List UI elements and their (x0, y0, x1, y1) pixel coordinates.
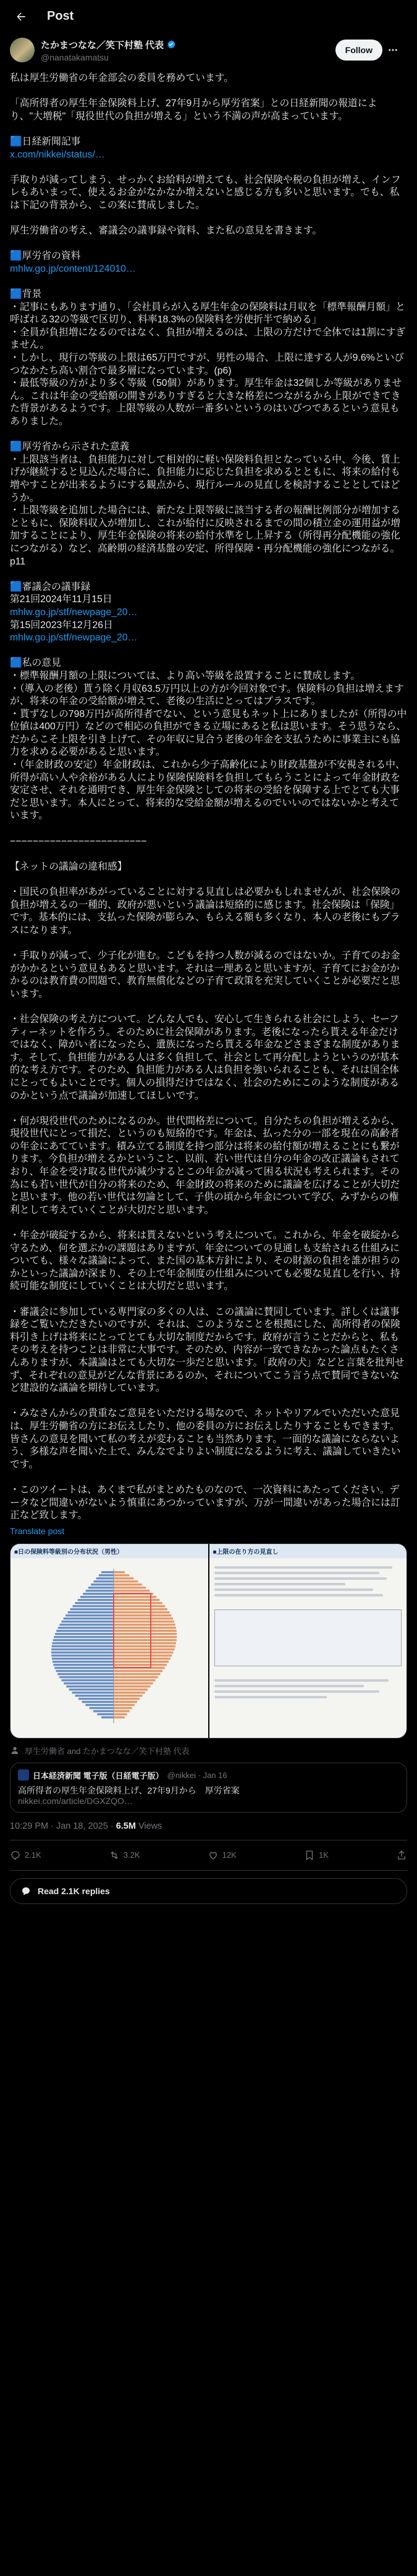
pyramid-bar-right (114, 1692, 145, 1693)
pyramid-bar-right (114, 1621, 174, 1622)
pyramid-bar-right (114, 1651, 173, 1653)
pyramid-bar-left (97, 1713, 114, 1715)
pyramid-bar-left (80, 1596, 114, 1598)
document-table (214, 1609, 402, 1666)
avatar[interactable] (10, 38, 35, 62)
image-title: ■上限の在り方の見直し (209, 1544, 407, 1558)
pyramid-bar-left (101, 1571, 114, 1573)
pyramid-bar-left (101, 1716, 114, 1718)
post-text: 🟦背景 ・記事にもあります通り、「会社員らが入る厚生年金の保険料は月収を「標準報酬月額」と呼ばれる32の等級で区切り、料率18.3%の保険料を労使折半で納める」 ・全員が負担増になるのではなく、負担が増えるのは、上限の方だけで全体では1割にすぎません。 ・しかし、現行の等級の上限は65万円ですが、男性の場合、上限に達する人が9.6%といびつなかたち高い割合で最多層になっています。(p6) ・最低等級の方がより多く等級（50個）があります。厚生年金は32個しか等級がありません。これは年金の受給額の開きがありすぎると大きな格差につながるから上限ができてきた背景があるようです。上限等級の人数が一番多いというのはいびつであるという意見もありました。 🟦厚労省から示された意義 ・上限該当者は、負担能力に対して相対的に軽い保険料負担となっている中、今後、賃上げが継続すると見込んだ場合に、負担能力に応じた負担を求めるとともに、将来の給付も増やすことが出来るようにする観点から、現行ルールの見直しを検討することとしてはどうか。 ・上限等級を追加した場合には、新たな上限等級に該当する者の報酬比例部分が増加するとともに、保険料収入が増加し、これが給付に反映されるまでの間の積立金の運用益が増加することにより、厚生年金保険の将来の給付水準をし上昇する（所得再分配機能の強化につながる）など、高齢期の経済基盤の安定、所得保障・再分配機能の強化につながる。 p11 🟦審議会の議事録 第21回2024年11月15日 (10, 289, 406, 605)
post-text: 手取りが減ってしまう、せっかくお給料が増えても、社会保険や税の負担が増え、インフレもあいまって、使えるお金がなかなか増えないと感じる方も多いと思います。でも、私は下記の背景から、この案に賛成しました。 厚生労働省の考え、審議会の議事録や資料、また私の意見を書きます。 🟦厚労省の資料 (10, 174, 401, 262)
reply-count: 2.1K (25, 1850, 41, 1860)
document-lines (209, 1671, 407, 1706)
pyramid-bar-right (114, 1605, 165, 1607)
post-text: 第15回2023年12月26日 (10, 619, 113, 631)
bookmark-icon (304, 1850, 315, 1861)
quote-source-handle: @nikkei · Jan 16 (167, 1770, 227, 1780)
mhlw-content-link[interactable]: mhlw.go.jp/content/124010… (10, 263, 136, 274)
pyramid-bar-right (114, 1611, 169, 1613)
follow-button[interactable]: Follow (335, 40, 382, 61)
pyramid-bar-left (82, 1701, 114, 1703)
pyramid-bar-left (56, 1630, 114, 1632)
read-replies-label: Read 2.1K replies (38, 1886, 110, 1896)
pyramid-bar-left (53, 1661, 114, 1663)
minutes-link-15[interactable]: mhlw.go.jp/stf/newpage_20… (10, 632, 138, 644)
pyramid-bar-left (93, 1710, 114, 1712)
pyramid-bar-left (75, 1695, 114, 1697)
pyramid-bar-left (56, 1670, 114, 1672)
pyramid-bar-right (114, 1596, 156, 1598)
chart-image-left[interactable] (11, 1544, 208, 1738)
pyramid-bar-right (114, 1602, 162, 1604)
author-handle[interactable]: @nanatakamatsu (41, 52, 109, 62)
pyramid-bar-right (114, 1614, 171, 1616)
tagged-text: 厚生労働省 and たかまつなな／笑下村塾 代表 (25, 1746, 190, 1756)
reply-icon (10, 1850, 21, 1861)
pyramid-bar-left (83, 1593, 114, 1595)
minutes-link-21[interactable]: mhlw.go.jp/stf/newpage_20… (10, 606, 138, 618)
pyramid-bar-left (59, 1624, 114, 1626)
reply-bubble-icon (20, 1886, 32, 1897)
views-label: Views (138, 1821, 162, 1831)
quote-header (18, 1769, 399, 1781)
action-bar (10, 1840, 407, 1871)
top-bar (0, 0, 417, 33)
pyramid-bar-left (51, 1655, 114, 1656)
bookmark-button[interactable] (304, 1850, 329, 1861)
translate-link[interactable]: Translate post (10, 1525, 65, 1536)
pyramid-bar-right (114, 1670, 162, 1672)
pyramid-bar-right (114, 1587, 146, 1588)
author-name[interactable]: たかまつなな／笑下村塾 代表 (41, 40, 164, 51)
media-grid (10, 1543, 407, 1739)
pyramid-bar-right (114, 1599, 159, 1601)
page-title: Post (47, 9, 74, 23)
post-meta (10, 1821, 407, 1840)
author-row (10, 33, 407, 67)
like-button[interactable] (208, 1850, 237, 1861)
pyramid-bar-left (54, 1636, 114, 1638)
share-icon (396, 1850, 407, 1861)
read-replies-button[interactable] (10, 1878, 407, 1904)
pyramid-bar-right (114, 1630, 177, 1632)
bookmark-count: 1K (318, 1850, 329, 1860)
pyramid-bar-left (91, 1584, 114, 1585)
pyramid-bar-left (66, 1685, 114, 1687)
timestamp[interactable]: 10:29 PM · Jan 18, 2025 · (10, 1821, 114, 1831)
pyramid-bar-right (114, 1636, 177, 1638)
pyramid-bar-right (114, 1655, 172, 1656)
pyramid-bar-left (90, 1707, 114, 1709)
pyramid-bar-left (68, 1611, 114, 1613)
pyramid-bar-right (114, 1580, 138, 1582)
post-body (10, 72, 407, 1522)
pyramid-bar-right (114, 1571, 125, 1573)
pyramid-bar-right (114, 1642, 176, 1644)
pyramid-bar-right (114, 1707, 132, 1709)
pyramid-bar-left (96, 1577, 114, 1579)
pyramid-bar-left (70, 1608, 114, 1610)
pyramid-bar-left (85, 1704, 114, 1706)
pyramid-bar-left (51, 1648, 114, 1650)
pyramid-bar-left (69, 1689, 114, 1690)
like-count: 12K (222, 1850, 237, 1860)
pyramid-bar-left (78, 1698, 114, 1700)
pyramid-bar-left (52, 1658, 114, 1659)
pyramid-bar-right (114, 1590, 150, 1592)
image-title: ■日の保険料等級別の分布状況（男性） (11, 1544, 208, 1558)
repost-count: 3.2K (123, 1850, 140, 1860)
nikkei-link[interactable]: x.com/nikkei/status/… (10, 149, 105, 160)
pyramid-bar-right (114, 1685, 150, 1687)
more-icon[interactable] (387, 44, 407, 56)
arrow-left-icon[interactable] (10, 6, 32, 28)
pyramid-bar-left (53, 1639, 114, 1641)
person-icon (10, 1745, 20, 1755)
repost-icon (109, 1850, 120, 1861)
pyramid-bar-right (114, 1676, 158, 1678)
pyramid-bar-right (114, 1608, 167, 1610)
quote-link[interactable]: nikkei.com/article/DGXZQO… (18, 1795, 133, 1806)
pyramid-bar-left (65, 1614, 114, 1616)
pyramid-bar-left (54, 1667, 114, 1669)
pyramid-bar-left (94, 1580, 114, 1582)
pyramid-bar-right (114, 1713, 127, 1715)
pyramid-bar-right (114, 1617, 173, 1619)
pyramid-bar-right (114, 1574, 129, 1576)
pyramid-bar-left (61, 1679, 114, 1681)
pyramid-chart-graphic (24, 1569, 203, 1723)
pyramid-bar-left (75, 1602, 114, 1604)
post (0, 33, 417, 1904)
quote-source-name: 日本経済新聞 電子版（日経電子版） (33, 1771, 164, 1781)
pyramid-bar-right (114, 1704, 135, 1706)
tagged-users[interactable] (10, 1745, 407, 1756)
pyramid-bar-left (58, 1627, 114, 1629)
post-text: 🟦私の意見 ・標準報酬月額の上限については、より高い等級を設置することに賛成します。 ・（導入の老後）貰う除く月収63.5万円以上の方が今回対象です。保険料の負担は増えますが、将来の年金の受給額が増えて、老後の生活にとってはプラスです。 ・貰ずなしの798万円が高所得者でない、という意見もネット上にありましたが（所得の中位値は400万円）などので相応の負担ができる立場にあると私は思います。そう思うなら、だからこそ上限を引き上げて、その年収に見合う老後の年金を支払うために事業主にも協力を求める必要があると思います。 ・（年金財政の安定）年金財政は、これから少子高齢化により財政基盤が不安視される中、所得が高い人や余裕がある人により保険保険料を負担してもらうことによって年金財政を安定させ、それを通明でき、厚生年金保険としての将来の受給を保障する上でとても大事だと思います。本人にとって、将来的な受給金額が増えるのでいいのではないかと考えています。 −−−−−−−−−−−−−−−−−−−−−−−− 【ネットの議論の違和感】 ・国民の負担率があがっていることに対する見直しは必要かもしれませんが、社会保険の負担が増えるの一種的、政府が悪いという議論は短絡的に感じます。社会保険は「保険」です。基本的には、支払った保険が膨らみ、もらえる額も多くなり、本人の老後にもプラスになります。 ・手取りが減って、少子化が進む。こどもを持つ人数が減るのではないか。子育てのお金がかかるという意見もあると思います。それは一理あると思いますが、子育てにお金がかかるのは教育費の問題で、教育無償化などの子育て政策を充実していくことが必要だと思います。 ・社会保険の考え方について。どんな人でも、安心して生きられる社会にしよう、セーフティーネットを作ろう。そのために社会保障があります。老後になったら貰える年金だけではなく、障がい者になったら、遺族になったら貰える年金などさまざまな制度があります。そして、負担能力がある人は多く負担して、社会として再分配しようというのが基本的な考え方です。そのため、負担能力がある人は負担を強いられることも、それは国全体にとってもよいことです。個人の損得だけではなく、社会のためにこのような制度があるのかという点で議論が加速してほしいです。 ・何が現役世代のためになるのか。世代間格差について。自分たちの負担が増えるから、現役世代にとって損だ、というのも短絡的です。年金は、払った分の一部を現在の高齢者の年金にあてています。積み立てる制度を持つ部分は将来の給付額が増えることにも繋がります。今負担が増えるかということ、以前、若い世代は自分の年金の改正議論もされており、年金を受け取る世代が減少するとこの年金が減って困る状況も考えられます。その為にも若い世代が自分の将来のため、年金財政の将来のために議論を広げることが大切だと思います。他の若い世代は勿論として、子供の頃から年金について学び、みずからの権利として考えていくことが大切だと思います。 ・年金が破綻するから、将来は貰えないという考えについて。これから、年金を破綻から守るため、何を選ぶかの課題はありますが、年金についての見通しも支給される仕組みについても、様々な議論によって、また国の基本方針により、その財源の負担を誰が担うのかといった議論が深まり、その上で年金制度の仕組みについても必要な見直しを行い、持続可能な制度にしていくことは大切だと思います。 ・審議会に参加している専門家の多くの人は、この議論に賛同しています。詳しくは議事録をご覧いただきたいのですが、それは、このようなことを根拠にした、高所得者の保険料引き上げは将来にとってとても大切な制度だからです。政府が言うことだからと、私もその考えを持つことは非常に大事です。そのため、内容が一致できなかった論点もたくさんありますが、本議論はとても大切な一歩だと思います。「政府の犬」などと言葉を批判せず、それぞれの意見がどんな背景にあるのか、それについてこう言う点で賛同できないなど建設的な議論を期待しています。 ・みなさんからの貴重なご意見をいただける場なので、ネットやリアルでいただいた意見は、厚生労働省の方にお伝えしたり、他の委員の方にお伝えしたりすることもできます。皆さんの意見を聞いて私の考えが変わることも当然あります。一面的な議論にならないよう、多様な声を聞いた上で、みんなでよりよい制度になるように考え、議論していきたいです。 ・このツイートは、あくまで私がまとめたものなので、一次資料にあたってください。データなど間違いがないよう慎重にあつかっていますが、万が一間違いがあった場合には訂正など致します。 (10, 658, 407, 1521)
pyramid-bar-right (114, 1698, 140, 1700)
pyramid-bar-left (72, 1692, 114, 1693)
quote-text: 高所得者の厚生年金保険料上げ、27年9月から 厚労省案 (18, 1785, 240, 1795)
pyramid-bar-left (78, 1599, 114, 1601)
pyramid-bar-right (114, 1689, 148, 1690)
pyramid-bar-right (114, 1627, 176, 1629)
verified-icon (166, 40, 176, 49)
share-button[interactable] (396, 1850, 407, 1861)
pyramid-bar-right (114, 1673, 160, 1675)
pyramid-bar-left (53, 1664, 114, 1666)
pyramid-bar-right (114, 1716, 125, 1718)
pyramid-bar-right (114, 1661, 169, 1663)
view-count: 6.5M (116, 1821, 136, 1831)
pyramid-bar-left (64, 1682, 114, 1684)
pyramid-bar-left (59, 1676, 114, 1678)
pyramid-bar-left (88, 1587, 114, 1588)
pyramid-bar-right (114, 1645, 175, 1647)
pyramid-bar-right (114, 1695, 143, 1697)
pyramid-bar-right (114, 1577, 133, 1579)
pyramid-bar-left (72, 1605, 114, 1607)
pyramid-bar-left (52, 1642, 114, 1644)
pyramid-bar-right (114, 1710, 130, 1712)
pyramid-bar-right (114, 1624, 175, 1626)
repost-button[interactable] (109, 1850, 140, 1861)
reply-button[interactable] (10, 1850, 41, 1861)
pyramid-bar-right (114, 1679, 156, 1681)
pyramid-bar-left (64, 1617, 114, 1619)
pyramid-bar-left (52, 1645, 114, 1647)
pyramid-bar-right (114, 1639, 177, 1641)
pyramid-bar-right (114, 1682, 153, 1684)
pyramid-bar-right (114, 1658, 171, 1659)
nikkei-logo (18, 1769, 29, 1781)
heart-icon (208, 1850, 219, 1861)
document-lines (209, 1558, 407, 1605)
pyramid-bar-right (114, 1633, 177, 1635)
pyramid-bar-left (61, 1621, 114, 1622)
pyramid-bar-right (114, 1584, 142, 1585)
pyramid-bar-right (114, 1701, 137, 1703)
author-names (41, 38, 335, 62)
pyramid-bar-left (51, 1651, 114, 1653)
pyramid-bar-right (114, 1648, 174, 1650)
pyramid-bar-right (114, 1664, 167, 1666)
pyramid-bar-left (57, 1673, 114, 1675)
document-image-right[interactable] (209, 1544, 407, 1738)
pyramid-bar-left (86, 1590, 114, 1592)
quoted-post[interactable] (10, 1763, 407, 1813)
pyramid-bar-left (99, 1574, 114, 1576)
post-text: 私は厚生労働省の年金部会の委員を務めています。 「高所得者の厚生年金保険料上げ、27年9月から厚労省案」との日経新聞の報道により、"大増税"「現役世代の負担が増える」という不満の声が高まっています。 🟦日経新聞記事 (10, 73, 377, 147)
pyramid-bar-left (55, 1633, 114, 1635)
